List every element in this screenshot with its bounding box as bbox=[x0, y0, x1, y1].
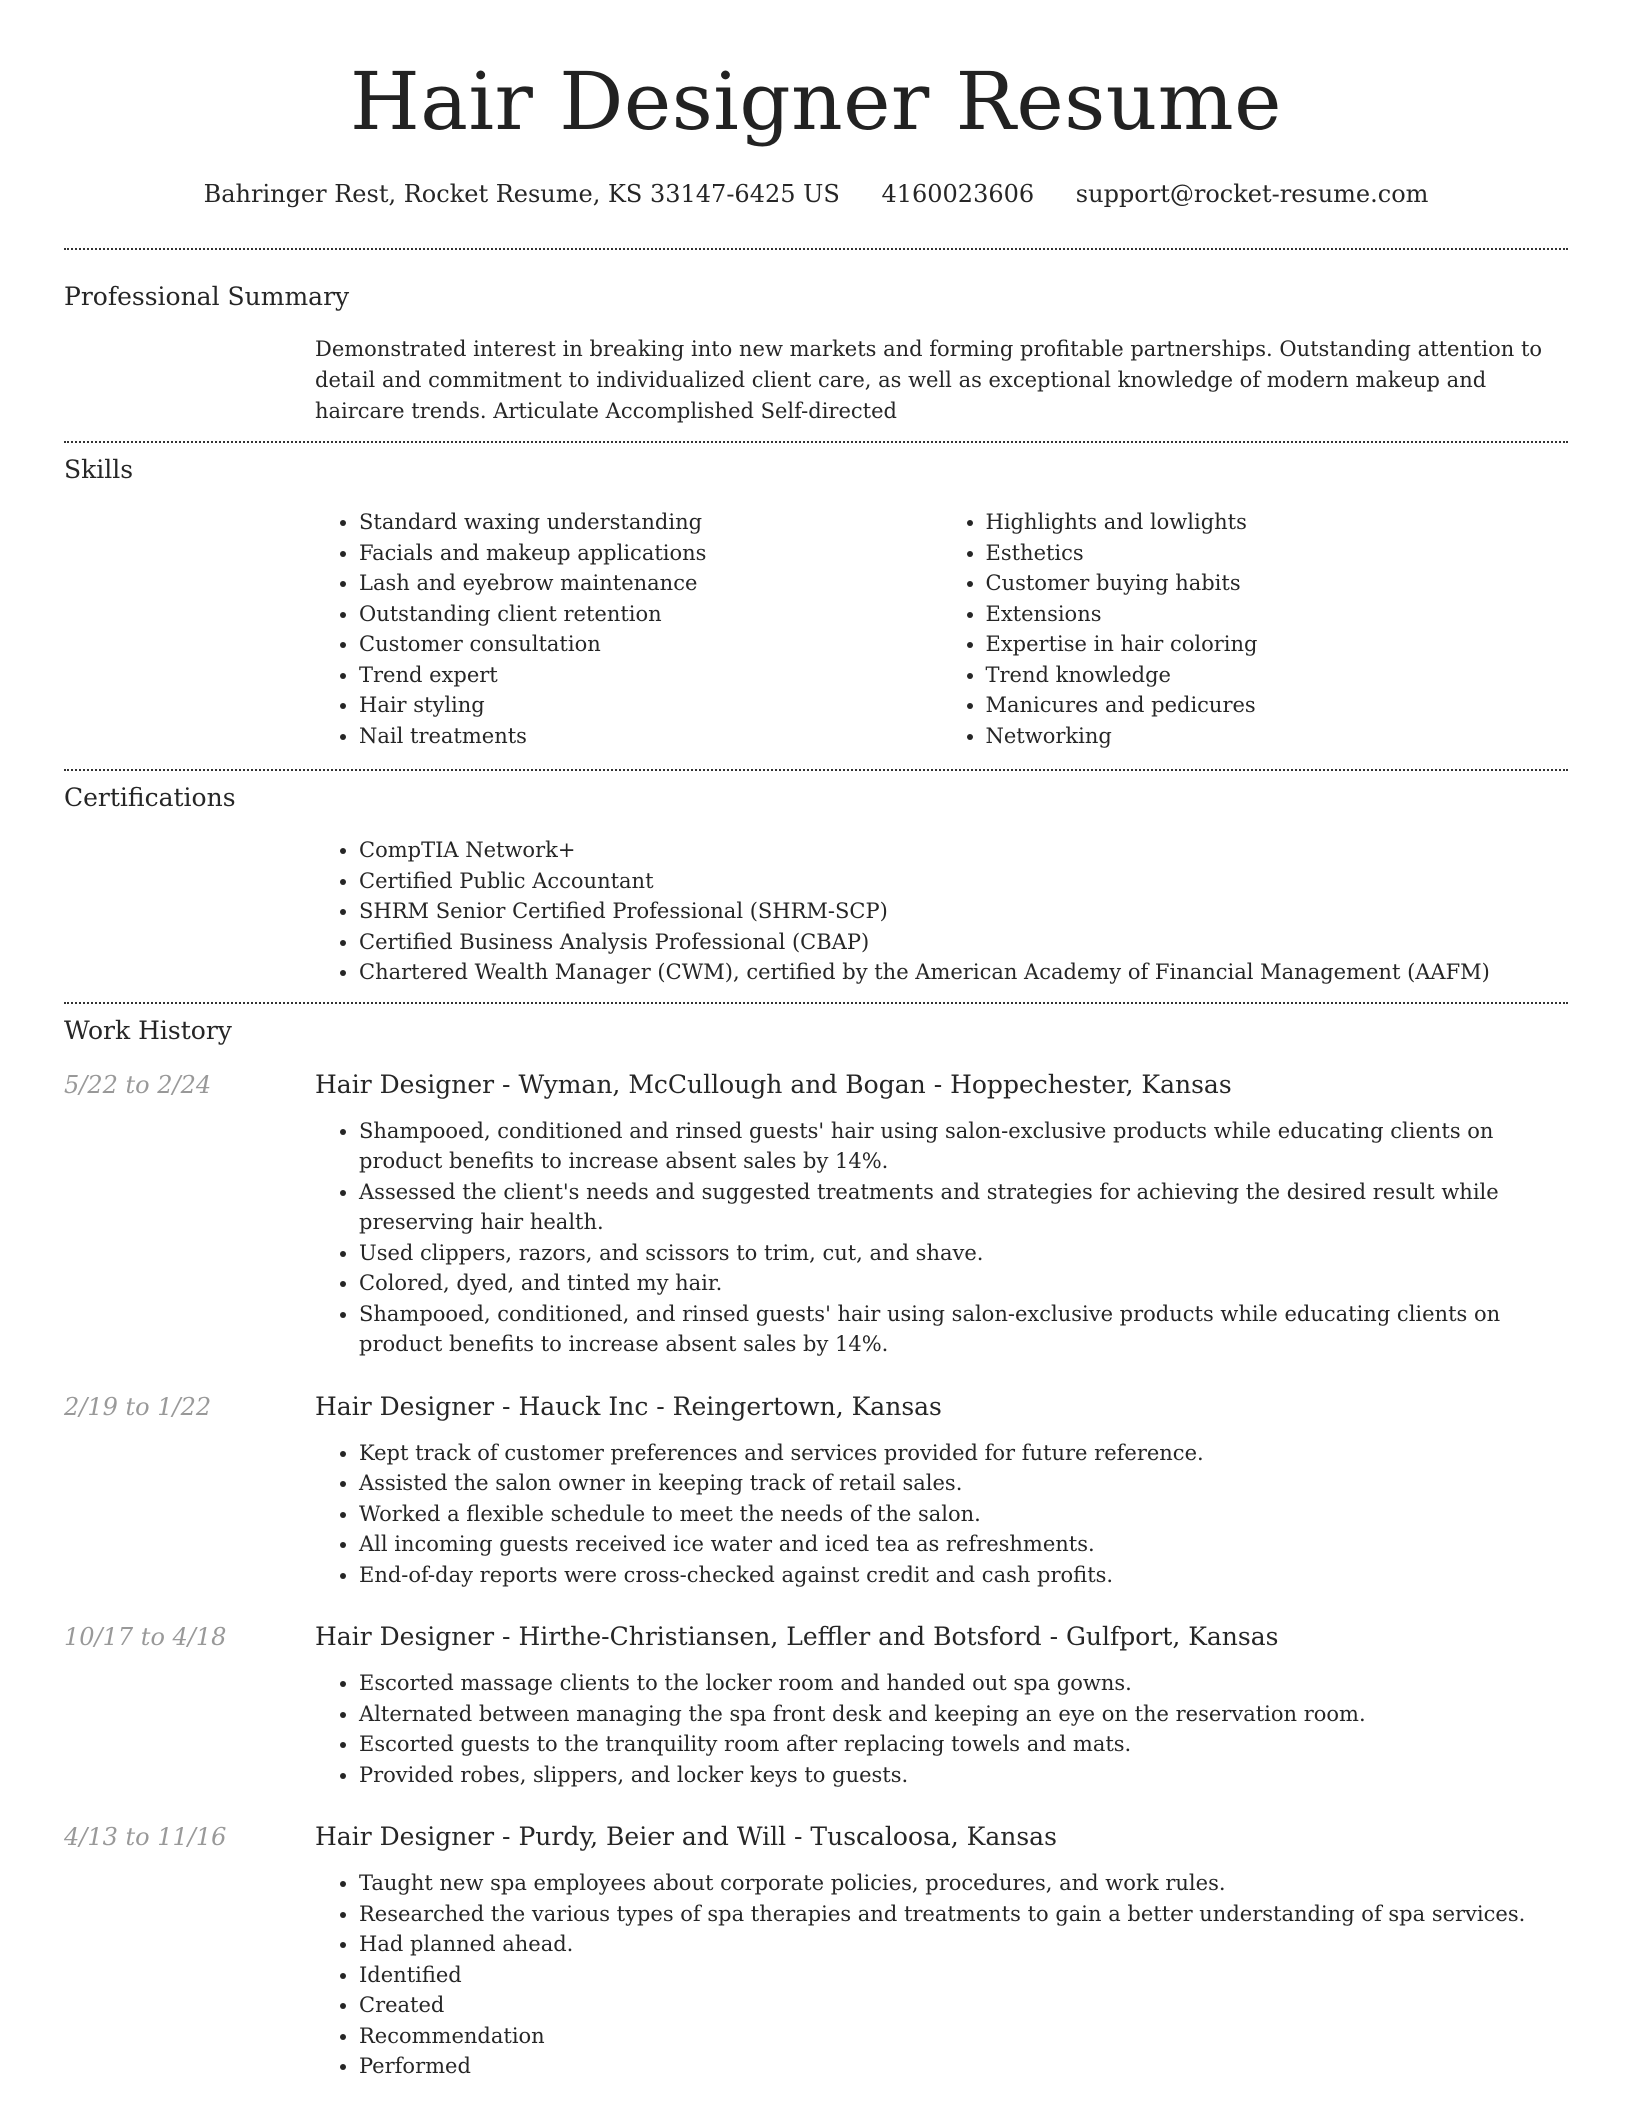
job-bullet: • Kept track of customer preferences and services provided for future reference. bbox=[359, 1438, 1568, 1469]
job-bullet: • Colored, dyed, and tinted my hair. bbox=[359, 1268, 1568, 1299]
skill-item: • Trend knowledge bbox=[986, 660, 1569, 691]
skills-section bbox=[64, 453, 1568, 751]
job-bullet: • Assisted the salon owner in keeping track of retail sales. bbox=[359, 1468, 1568, 1499]
job-bullet: • Researched the various types of spa therapies and treatments to gain a better understanding of spa services. bbox=[359, 1899, 1568, 1930]
certification-item: • Chartered Wealth Manager (CWM), certified by the American Academy of Financial Management (AAFM) bbox=[359, 957, 1568, 988]
skill-item: • Standard waxing understanding bbox=[359, 507, 942, 538]
contact-email: support@rocket-resume.com bbox=[1075, 180, 1429, 208]
job-dates: 5/22 to 2/24 bbox=[64, 1070, 212, 1099]
job-entry bbox=[64, 1390, 1568, 1591]
job-bullet: • Escorted massage clients to the locker room and handed out spa gowns. bbox=[359, 1668, 1568, 1699]
job-title: Hair Designer - Purdy, Beier and Will - Tuscaloosa, Kansas bbox=[315, 1822, 1057, 1851]
skill-item: • Facials and makeup applications bbox=[359, 538, 942, 569]
certifications-list bbox=[315, 835, 1568, 988]
skill-item: • Manicures and pedicures bbox=[986, 690, 1569, 721]
job-title: Hair Designer - Hauck Inc - Reingertown, Kansas bbox=[315, 1391, 942, 1421]
job-entry bbox=[64, 1620, 1568, 1790]
skill-item: • Customer buying habits bbox=[986, 568, 1569, 599]
skill-item: • Networking bbox=[986, 721, 1569, 752]
job-bullet: • Identified bbox=[359, 1960, 1568, 1991]
job-bullet: • End-of-day reports were cross-checked against credit and cash profits. bbox=[359, 1560, 1568, 1591]
job-bullet: • Provided robes, slippers, and locker keys to guests. bbox=[359, 1760, 1568, 1791]
contact-phone: 4160023606 bbox=[881, 180, 1035, 208]
job-bullet: • Used clippers, razors, and scissors to trim, cut, and shave. bbox=[359, 1238, 1568, 1269]
job-bullet: • Shampooed, conditioned, and rinsed guests' hair using salon-exclusive products while educating clients on product benefits to increase absent sales by 14%. bbox=[359, 1299, 1568, 1360]
skills-columns bbox=[315, 507, 1568, 751]
skill-item: • Esthetics bbox=[986, 538, 1569, 569]
certifications-section bbox=[64, 781, 1568, 988]
resume-title: Hair Designer Resume bbox=[350, 55, 1282, 148]
job-bullet: • Created bbox=[359, 1990, 1568, 2021]
certification-item: • CompTIA Network+ bbox=[359, 835, 1568, 866]
job-bullet: • Assessed the client's needs and suggested treatments and strategies for achieving the desired result while preserving hair health. bbox=[359, 1177, 1568, 1238]
job-header bbox=[64, 1820, 1568, 1854]
certification-item: • Certified Public Accountant bbox=[359, 866, 1568, 897]
certification-item: • Certified Business Analysis Professional (CBAP) bbox=[359, 927, 1568, 958]
certification-item: • SHRM Senior Certified Professional (SHRM-SCP) bbox=[359, 896, 1568, 927]
certifications-heading: Certifications bbox=[64, 783, 236, 812]
job-header bbox=[64, 1390, 1568, 1424]
skill-item: • Trend expert bbox=[359, 660, 942, 691]
job-bullets bbox=[315, 1438, 1568, 1591]
job-bullet: • Recommendation bbox=[359, 2021, 1568, 2052]
work-history-heading: Work History bbox=[64, 1015, 232, 1045]
summary-text: Demonstrated interest in breaking into new markets and forming profitable partnerships. Outstanding attention to detail and commitment to individualized client care, as well as exceptional knowledge of modern makeup and haircare trends. Articulate Accomplished Self-directed bbox=[315, 337, 1543, 423]
job-bullet: • Taught new spa employees about corporate policies, procedures, and work rules. bbox=[359, 1868, 1568, 1899]
job-header bbox=[64, 1620, 1568, 1654]
summary-section bbox=[64, 280, 1568, 427]
job-dates: 4/13 to 11/16 bbox=[64, 1823, 227, 1851]
skill-item: • Lash and eyebrow maintenance bbox=[359, 568, 942, 599]
job-bullets bbox=[315, 1668, 1568, 1790]
job-bullet: • Performed bbox=[359, 2051, 1568, 2082]
skill-item: • Hair styling bbox=[359, 690, 942, 721]
job-entry bbox=[64, 1068, 1568, 1360]
job-entry bbox=[64, 1820, 1568, 2082]
job-bullet: • Worked a flexible schedule to meet the needs of the salon. bbox=[359, 1499, 1568, 1530]
skill-item: • Outstanding client retention bbox=[359, 599, 942, 630]
divider bbox=[64, 769, 1568, 771]
job-title: Hair Designer - Wyman, McCullough and Bogan - Hoppechester, Kansas bbox=[315, 1069, 1232, 1099]
job-title: Hair Designer - Hirthe-Christiansen, Leffler and Botsford - Gulfport, Kansas bbox=[315, 1622, 1279, 1651]
job-bullet: • Alternated between managing the spa front desk and keeping an eye on the reservation room. bbox=[359, 1699, 1568, 1730]
resume-page bbox=[64, 0, 1568, 2082]
skills-heading: Skills bbox=[64, 455, 134, 484]
job-dates: 2/19 to 1/22 bbox=[64, 1392, 212, 1421]
contact-line bbox=[64, 178, 1568, 210]
summary-heading: Professional Summary bbox=[64, 282, 350, 311]
skill-item: • Expertise in hair coloring bbox=[986, 629, 1569, 660]
divider bbox=[64, 1002, 1568, 1004]
job-bullets bbox=[315, 1116, 1568, 1360]
job-dates: 10/17 to 4/18 bbox=[64, 1623, 227, 1651]
skill-item: • Customer consultation bbox=[359, 629, 942, 660]
skills-list-left bbox=[315, 507, 942, 751]
skill-item: • Highlights and lowlights bbox=[986, 507, 1569, 538]
job-bullet: • All incoming guests received ice water and iced tea as refreshments. bbox=[359, 1529, 1568, 1560]
summary-body bbox=[315, 334, 1568, 427]
skill-item: • Extensions bbox=[986, 599, 1569, 630]
skills-list-right bbox=[942, 507, 1569, 751]
skill-item: • Nail treatments bbox=[359, 721, 942, 752]
divider bbox=[64, 248, 1568, 250]
certifications-body bbox=[315, 835, 1568, 988]
job-bullet: • Had planned ahead. bbox=[359, 1929, 1568, 1960]
contact-address: Bahringer Rest, Rocket Resume, KS 33147-6425 US bbox=[203, 180, 840, 208]
job-header bbox=[64, 1068, 1568, 1102]
job-bullet: • Shampooed, conditioned and rinsed guests' hair using salon-exclusive products while educating clients on product benefits to increase absent sales by 14%. bbox=[359, 1116, 1568, 1177]
work-history-section bbox=[64, 1014, 1568, 2082]
job-bullet: • Escorted guests to the tranquility room after replacing towels and mats. bbox=[359, 1729, 1568, 1760]
divider bbox=[64, 441, 1568, 443]
job-bullets bbox=[315, 1868, 1568, 2082]
